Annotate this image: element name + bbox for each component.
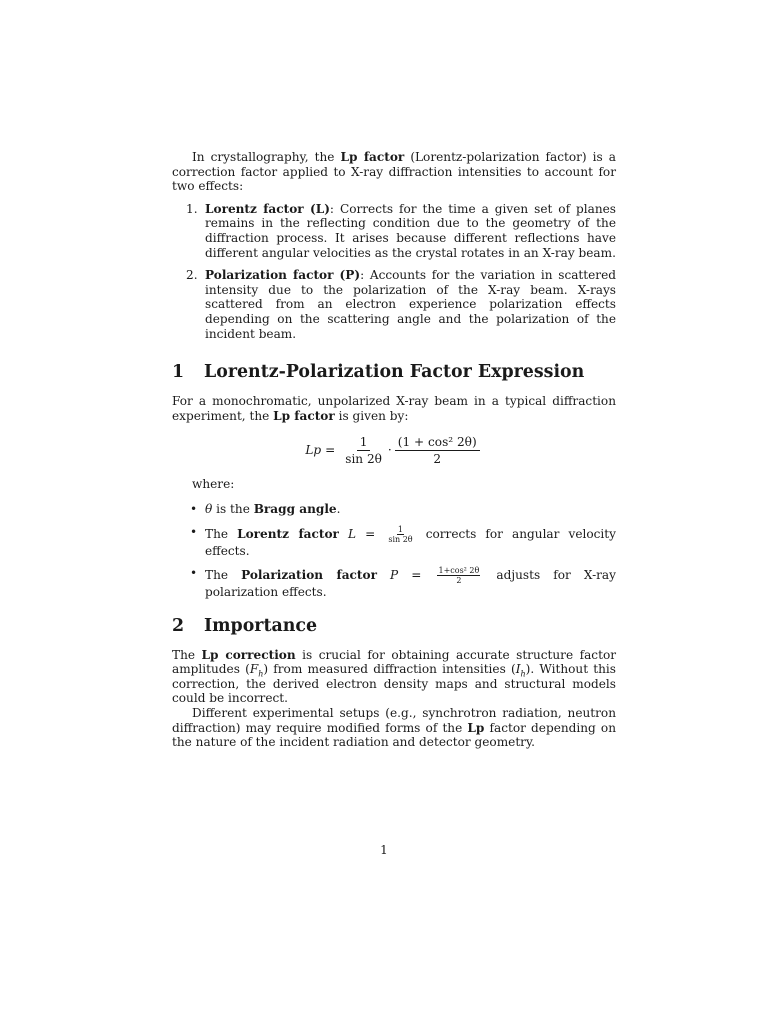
terms-list <box>172 502 616 600</box>
effects-list <box>172 202 616 341</box>
list-item: 1. Lorentz factor (L): Corrects for the time a given set of planes remains in the reflecting condition due to the geometry of the diffraction process. It arises because different reflections have different angular velocities as the crystal rotates in an X-ray beam. <box>186 201 616 260</box>
lp-factor-term: Lp factor <box>340 150 405 164</box>
where-label: where: <box>192 477 235 492</box>
bullet-icon: • <box>190 524 198 539</box>
inline-fraction: $\frac{\text{1+cos² 2θ}}{2}$ <box>438 566 480 586</box>
section-heading-lp-expression: 1 Lorentz-Polarization Factor Expression <box>172 362 585 383</box>
list-item: • The Lorentz factor L = $\frac{1}{\sin 2\theta}$ corrects for angular velocity effects. <box>190 524 616 558</box>
bullet-icon: • <box>190 566 198 581</box>
intro-paragraph: In crystallography, the Lp factor (Lorentz-polarization factor) is a correction factor applied to X-ray diffraction intensities to account for two effects: <box>172 150 616 194</box>
list-item: 2. Polarization factor (P): Accounts for the variation in scattered intensity due to the polarization of the X-ray beam. X-rays scattered from an electron experience polarization effects depending on the scattering angle and the polarization of the incident beam. <box>186 268 616 341</box>
list-item: • The Polarization factor P = $\frac{\text{1+cos² 2θ}}{2}$ adjusts for X-ray polarization effects. <box>190 566 616 600</box>
inline-fraction: $\frac{1}{\sin 2\theta}$ <box>388 524 413 544</box>
setups-paragraph: Different experimental setups (e.g., synchrotron radiation, neutron diffraction) may require modified forms of the Lp factor depending on the nature of the incident radiation and detector geometry. <box>172 706 616 750</box>
page-content <box>172 150 616 750</box>
section1-paragraph: For a monochromatic, unpolarized X-ray beam in a typical diffraction experiment, the Lp factor is given by: <box>172 394 616 423</box>
lp-equation: Lp = $\frac{1}{\sin 2\theta}$ · $\frac{\text{(1 + cos² 2θ)}}{2}$ <box>172 433 616 467</box>
bullet-icon: • <box>190 501 198 516</box>
page-number: 1 <box>380 843 388 857</box>
equation-fraction: $\frac{\text{(1 + cos² 2θ)}}{2}$ <box>395 435 480 466</box>
section-heading-importance: 2 Importance <box>172 615 318 636</box>
list-item: • θ is the Bragg angle. <box>190 501 341 516</box>
importance-paragraph: The Lp correction is crucial for obtaining accurate structure factor amplitudes $(F_h)$ from measured diffraction intensities $(I_h)$. Without this correction, the derived electron density maps and structural models could be incorrect. <box>172 647 616 706</box>
equation-fraction: $\frac{1}{\sin 2\theta}$ <box>345 434 382 466</box>
